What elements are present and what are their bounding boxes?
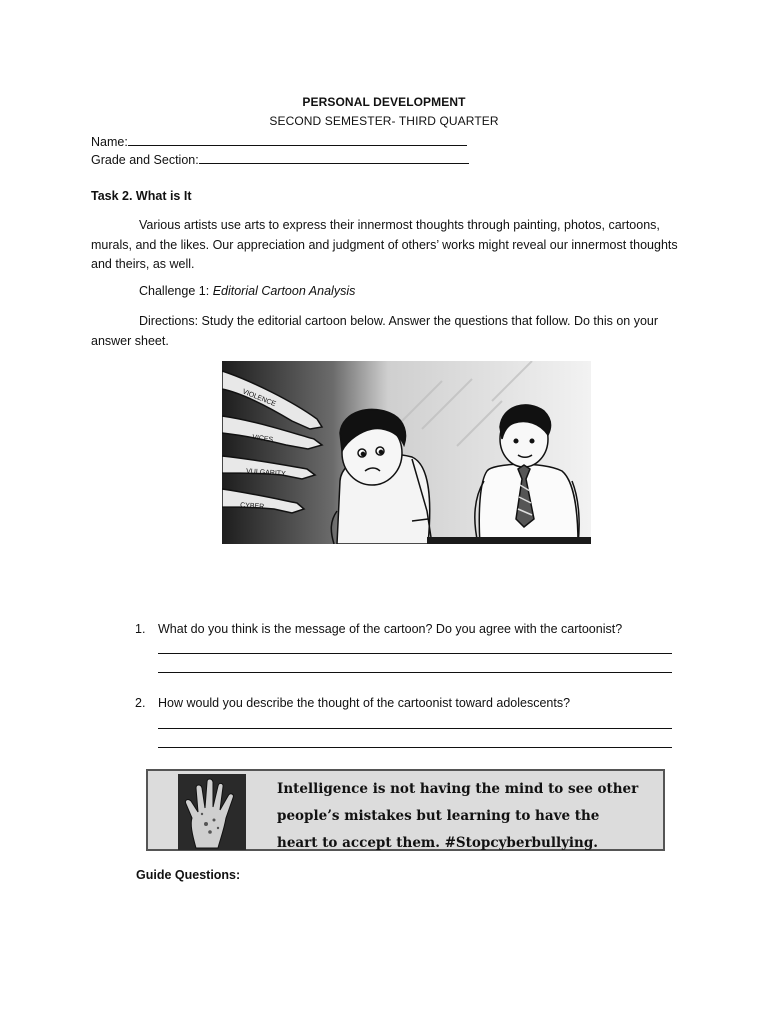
quote-line-2: people’s mistakes but learning to have the xyxy=(277,808,600,824)
answer-line[interactable] xyxy=(158,672,672,673)
intro-paragraph: Various artists use arts to express their innermost thoughts through painting, photos, cartoons, murals, and the likes. Our appreciation and judgment of others’ works might reveal our innermost thoughts and theirs, as well. xyxy=(91,218,678,271)
answer-line[interactable] xyxy=(158,653,672,654)
question-2-number: 2. xyxy=(135,696,146,710)
name-field xyxy=(91,133,467,149)
quote-box xyxy=(146,769,665,851)
task-heading: Task 2. What is It xyxy=(91,189,192,203)
grade-section-blank-line[interactable] xyxy=(199,151,469,164)
name-blank-line[interactable] xyxy=(128,133,467,146)
svg-text:VICES: VICES xyxy=(251,434,274,444)
quote-text xyxy=(277,776,657,857)
answer-line[interactable] xyxy=(158,747,672,748)
page-subtitle: SECOND SEMESTER- THIRD QUARTER xyxy=(269,114,499,128)
hand-image xyxy=(178,774,246,850)
answer-line[interactable] xyxy=(158,728,672,729)
directions-paragraph: Directions: Study the editorial cartoon below. Answer the questions that follow. Do this on your answer sheet. xyxy=(91,314,659,348)
svg-text:CYBER: CYBER xyxy=(239,502,265,511)
svg-text:VIOLENCE: VIOLENCE xyxy=(241,388,277,409)
page-title: PERSONAL DEVELOPMENT xyxy=(302,95,466,109)
challenge-heading xyxy=(139,284,355,298)
guide-questions-heading: Guide Questions: xyxy=(136,868,241,882)
challenge-title: Editorial Cartoon Analysis xyxy=(212,284,356,298)
editorial-cartoon-image xyxy=(222,361,591,544)
quote-line-1: Intelligence is not having the mind to see other xyxy=(277,781,639,797)
question-2-text: How would you describe the thought of the cartoonist toward adolescents? xyxy=(158,696,571,710)
question-1-number: 1. xyxy=(135,622,146,636)
svg-text:VULGARITY: VULGARITY xyxy=(245,468,286,478)
quote-line-3: heart to accept them. #Stopcyberbullying. xyxy=(277,835,599,851)
grade-section-field xyxy=(91,151,469,167)
question-1-text: What do you think is the message of the cartoon? Do you agree with the cartoonist? xyxy=(158,622,623,636)
name-label: Name: xyxy=(91,135,128,149)
grade-section-label: Grade and Section: xyxy=(91,153,199,167)
challenge-label: Challenge 1: xyxy=(139,284,210,298)
